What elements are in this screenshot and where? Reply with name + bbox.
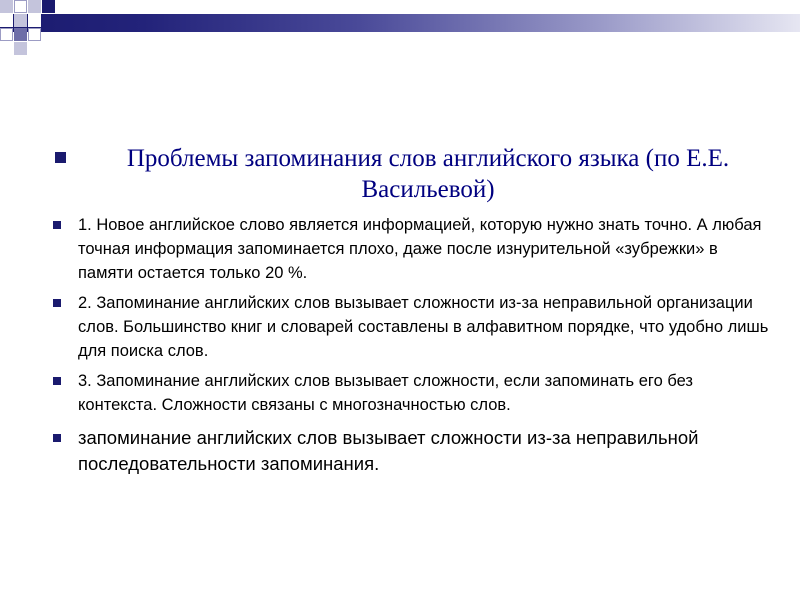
header-square-icon — [28, 28, 41, 41]
header-gradient-bar — [0, 14, 800, 32]
header-square-icon — [42, 0, 55, 13]
square-bullet-icon — [53, 434, 61, 442]
header-square-icon — [0, 14, 13, 27]
header-square-icon — [0, 0, 13, 13]
header-square-icon — [14, 0, 27, 13]
square-bullet-icon — [53, 299, 61, 307]
header-square-icon — [14, 14, 27, 27]
slide-title: Проблемы запоминания слов английского языка (по Е.Е. Васильевой) — [126, 145, 730, 203]
header-square-icon — [14, 42, 27, 55]
title-row — [50, 143, 770, 205]
list-item-text: 3. Запоминание английских слов вызывает сложности, если запоминать его без контекста. Сложности связаны с многозначностью слов. — [78, 372, 693, 414]
list-item — [50, 425, 770, 477]
slide-content — [50, 143, 770, 477]
header-square-icon — [28, 0, 41, 13]
square-bullet-icon — [53, 377, 61, 385]
header-square-icon — [28, 14, 41, 27]
square-bullet-icon — [55, 152, 66, 163]
list-item-text: 1. Новое английское слово является информацией, которую нужно знать точно. А любая точная информация запоминается плохо, даже после изнурительной «зубрежки» в памяти остается только 20 %. — [78, 216, 762, 282]
square-bullet-icon — [53, 221, 61, 229]
header-square-icon — [14, 28, 27, 41]
list-item-text: запоминание английских слов вызывает сложности из-за неправильной последовательности запоминания. — [78, 427, 699, 474]
list-item — [50, 291, 770, 363]
list-item-text: 2. Запоминание английских слов вызывает сложности из-за неправильной организации слов. Большинство книг и словарей составлены в алфавитном порядке, что удобно лишь для поиска слов. — [78, 294, 769, 360]
header-square-icon — [0, 28, 13, 41]
list-item — [50, 213, 770, 285]
list-item — [50, 369, 770, 417]
